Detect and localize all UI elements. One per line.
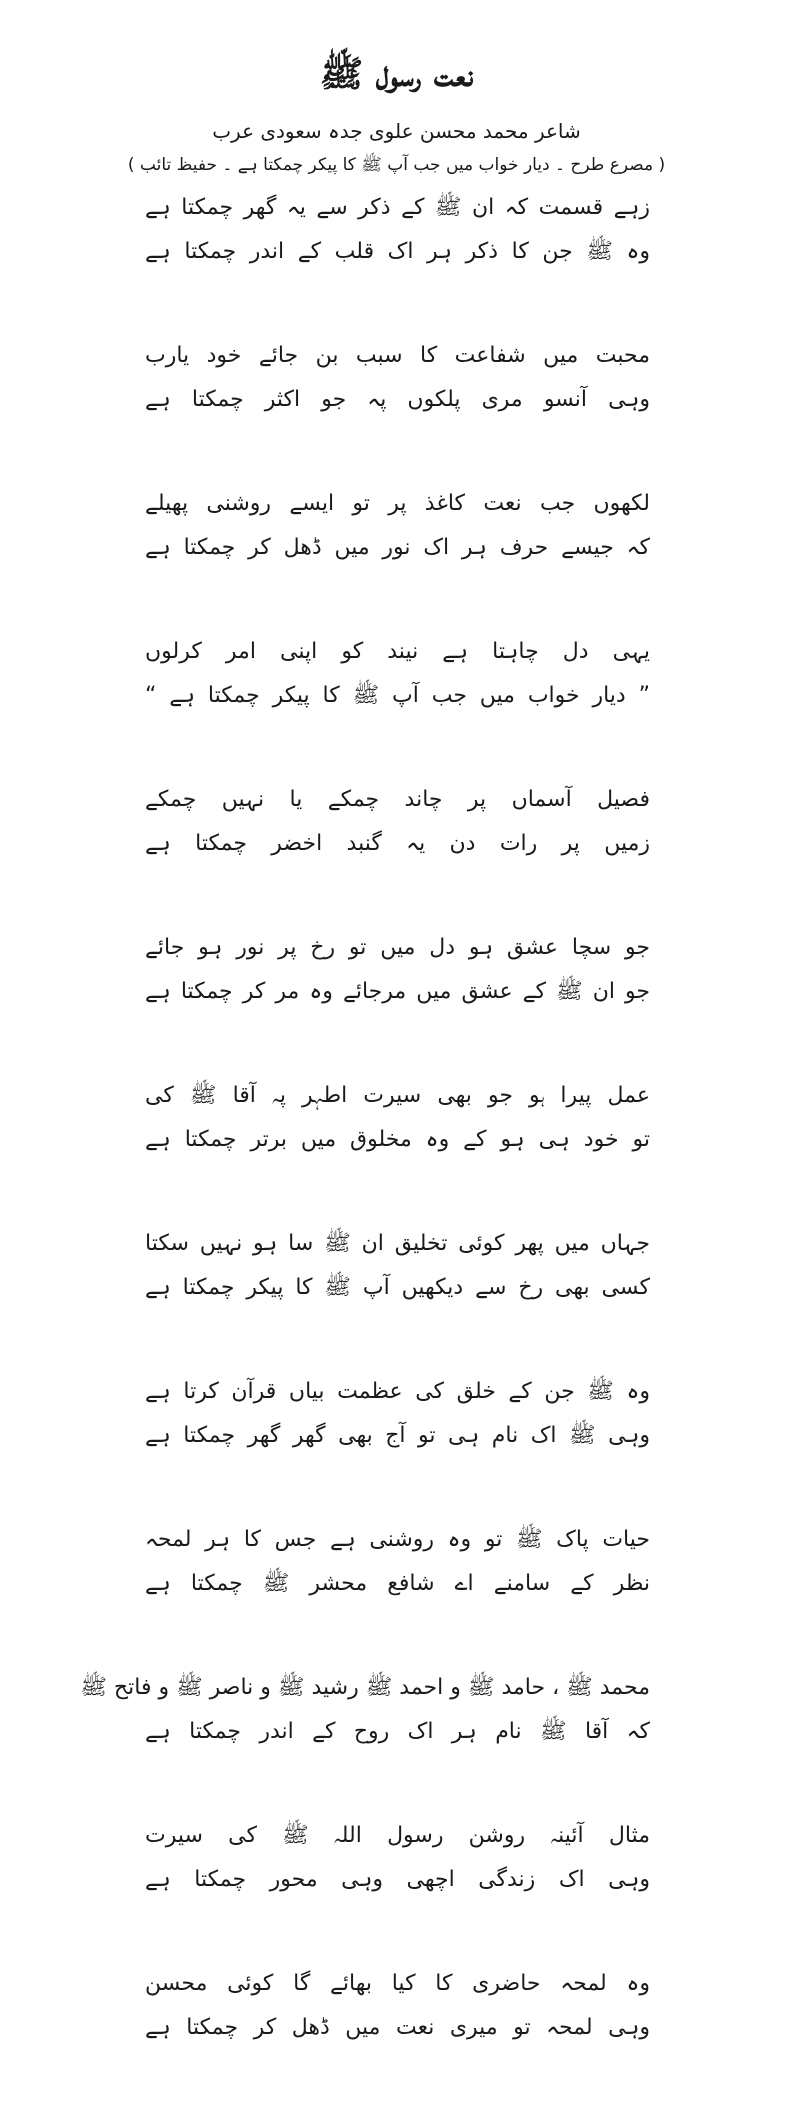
verse-line: حیات پاک ﷺ تو وہ روشنی ہے جس کا ہر لمحہ <box>145 1527 650 1552</box>
stanza-9 <box>145 1370 650 1518</box>
refrain-note: ( مصرع طرح ۔ دیار خواب میں جب آپ ﷺ کا پیکر چمکتا ہے ۔ حفیظ تائب ) <box>127 155 666 175</box>
verse-line: وہ ﷺ جن کے خلق کی عظمت بیاں قرآن کرتا ہے <box>145 1379 650 1404</box>
verse-line: وہی اک زندگی اچھی وہی محور چمکتا ہے <box>145 1867 650 1892</box>
stanza-2 <box>145 334 650 482</box>
stanza-5 <box>145 778 650 926</box>
verse-line: جو ان ﷺ کے عشق میں مرجائے وہ مر کر چمکتا ہے <box>145 979 650 1004</box>
poet-credit: شاعر محمد محسن علوی جدہ سعودی عرب <box>212 119 581 143</box>
verse-line: محبت میں شفاعت کا سبب بن جائے خود یارب <box>145 343 650 368</box>
verse-line: کہ جیسے حرف ہر اک نور میں ڈھل کر چمکتا ہے <box>145 535 650 560</box>
stanza-13 <box>145 1962 650 2110</box>
verse-line: کسی بھی رخ سے دیکھیں آپ ﷺ کا پیکر چمکتا ہے <box>145 1275 650 1300</box>
verse-line: وہی لمحہ تو میری نعت میں ڈھل کر چمکتا ہے <box>145 2015 650 2040</box>
stanza-1 <box>145 186 650 334</box>
stanza-8 <box>145 1222 650 1370</box>
stanza-10 <box>145 1518 650 1666</box>
verse-line: زمیں پر رات دن یہ گنبد اخضر چمکتا ہے <box>145 831 650 856</box>
verse-line: عمل پیرا ہو جو بھی سیرت اطہر پہ آقا ﷺ کی <box>145 1083 650 1108</box>
stanza-7 <box>145 1074 650 1222</box>
stanza-6 <box>145 926 650 1074</box>
poem-title: نعت رسول ﷺ <box>319 53 474 95</box>
verse-line: یہی دل چاہتا ہے نیند کو اپنی امر کرلوں <box>145 639 650 664</box>
verse-line: کہ آقا ﷺ نام ہر اک روح کے اندر چمکتا ہے <box>145 1719 650 1744</box>
verse-line: نظر کے سامنے اے شافع محشر ﷺ چمکتا ہے <box>145 1571 650 1596</box>
verse-line: زہے قسمت کہ ان ﷺ کے ذکر سے یہ گھر چمکتا ہے <box>145 195 650 220</box>
verse-line: لکھوں جب نعت کاغذ پر تو ایسے روشنی پھیلے <box>145 491 650 516</box>
verse-line: فصیل آسماں پر چاند چمکے یا نہیں چمکے <box>145 787 650 812</box>
stanza-list <box>80 186 650 2110</box>
verse-line: وہی ﷺ اک نام ہی تو آج بھی گھر گھر چمکتا ہے <box>145 1423 650 1448</box>
verse-line: تو خود ہی ہو کے وہ مخلوق میں برتر چمکتا ہے <box>145 1127 650 1152</box>
verse-line: وہ لمحہ حاضری کا کیا بھائے گا کوئی محسن <box>145 1971 650 1996</box>
verse-line: وہی آنسو مری پلکوں پہ جو اکثر چمکتا ہے <box>145 387 650 412</box>
verse-line: جو سچا عشق ہو دل میں تو رخ پر نور ہو جائے <box>145 935 650 960</box>
verse-line: ” دیار خواب میں جب آپ ﷺ کا پیکر چمکتا ہے “ <box>145 683 650 708</box>
stanza-4 <box>145 630 650 778</box>
stanza-11 <box>80 1666 650 1814</box>
verse-line: محمد ﷺ ، حامد ﷺ و احمد ﷺ رشید ﷺ و ناصر ﷺ و فاتح ﷺ <box>80 1675 650 1700</box>
verse-line: جہاں میں پھر کوئی تخلیق ان ﷺ سا ہو نہیں سکتا <box>145 1231 650 1256</box>
verse-line: مثال آئینہ روشن رسول اللہ ﷺ کی سیرت <box>145 1823 650 1848</box>
verse-line: وہ ﷺ جن کا ذکر ہر اک قلب کے اندر چمکتا ہے <box>145 239 650 264</box>
stanza-12 <box>145 1814 650 1962</box>
stanza-3 <box>145 482 650 630</box>
